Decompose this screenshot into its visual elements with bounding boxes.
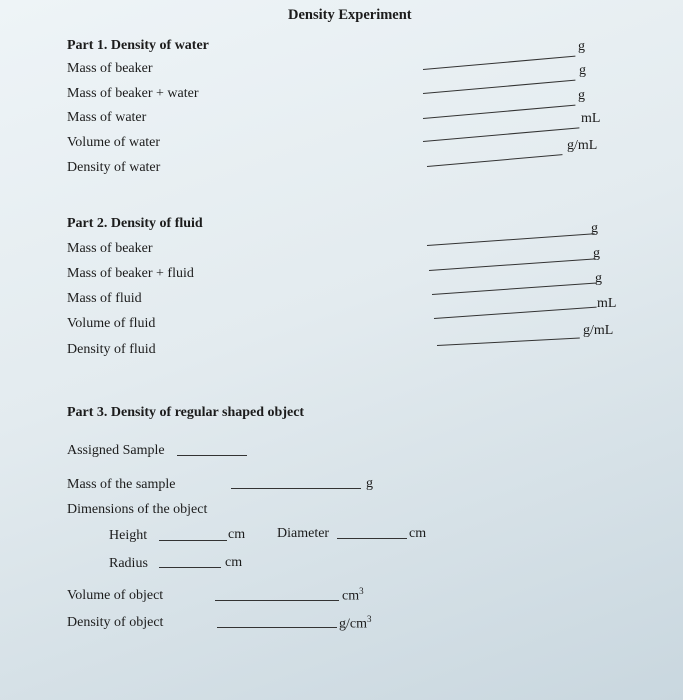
part2-label-1: Mass of beaker: [67, 241, 153, 256]
mass-sample-label: Mass of the sample: [67, 477, 176, 492]
part1-heading: Part 1. Density of water: [67, 38, 209, 53]
part1-blank-2[interactable]: [423, 80, 576, 94]
part2-unit-3: g: [595, 271, 602, 286]
assigned-sample-blank[interactable]: [177, 455, 247, 456]
part1-blank-4[interactable]: [423, 127, 579, 142]
diameter-label: Diameter: [277, 526, 330, 541]
page-title: Density Experiment: [288, 7, 412, 23]
part2-blank-5[interactable]: [437, 338, 580, 346]
part2-unit-4: mL: [597, 296, 617, 311]
mass-sample-unit: g: [366, 476, 373, 491]
height-unit: cm: [228, 527, 246, 542]
part2-unit-2: g: [593, 246, 600, 261]
volume-object-label: Volume of object: [67, 588, 164, 603]
part1-unit-2: g: [579, 63, 586, 78]
part1-label-4: Volume of water: [67, 135, 161, 150]
part1-label-3: Mass of water: [67, 110, 147, 125]
part1-unit-1: g: [578, 39, 585, 54]
part1-unit-5: g/mL: [567, 138, 598, 153]
part3-heading: Part 3. Density of regular shaped object: [67, 405, 305, 420]
part1-label-1: Mass of beaker: [67, 61, 153, 76]
density-object-blank[interactable]: [217, 627, 337, 628]
part1-blank-1[interactable]: [423, 56, 576, 70]
density-object-label: Density of object: [67, 615, 164, 630]
part1-blank-3[interactable]: [423, 105, 576, 119]
radius-unit: cm: [225, 555, 243, 570]
diameter-blank[interactable]: [337, 538, 407, 539]
dimensions-label: Dimensions of the object: [67, 502, 208, 517]
part2-unit-5: g/mL: [583, 323, 614, 338]
part2-label-2: Mass of beaker + fluid: [67, 266, 194, 281]
volume-object-unit: $cm^3$: [342, 586, 364, 604]
part2-label-5: Density of fluid: [67, 342, 156, 357]
part1-label-5: Density of water: [67, 160, 161, 175]
density-object-unit: $g/cm^3$: [339, 614, 372, 632]
part2-blank-3[interactable]: [432, 282, 597, 295]
part2-blank-4[interactable]: [434, 307, 597, 319]
radius-blank[interactable]: [159, 567, 221, 568]
mass-sample-blank[interactable]: [231, 488, 361, 489]
part2-blank-1[interactable]: [427, 233, 595, 246]
diameter-unit: cm: [409, 526, 427, 541]
part2-label-4: Volume of fluid: [67, 316, 156, 331]
radius-label: Radius: [109, 556, 148, 571]
part2-blank-2[interactable]: [429, 258, 596, 271]
height-blank[interactable]: [159, 540, 227, 541]
part2-label-3: Mass of fluid: [67, 291, 142, 306]
part1-label-2: Mass of beaker + water: [67, 86, 199, 101]
part2-unit-1: g: [591, 221, 598, 236]
height-label: Height: [109, 528, 148, 543]
part1-blank-5[interactable]: [427, 154, 563, 167]
assigned-sample-label: Assigned Sample: [67, 443, 165, 458]
part1-unit-3: g: [578, 88, 585, 103]
part2-heading: Part 2. Density of fluid: [67, 216, 203, 231]
part1-unit-4: mL: [581, 111, 601, 126]
volume-object-blank[interactable]: [215, 600, 339, 601]
